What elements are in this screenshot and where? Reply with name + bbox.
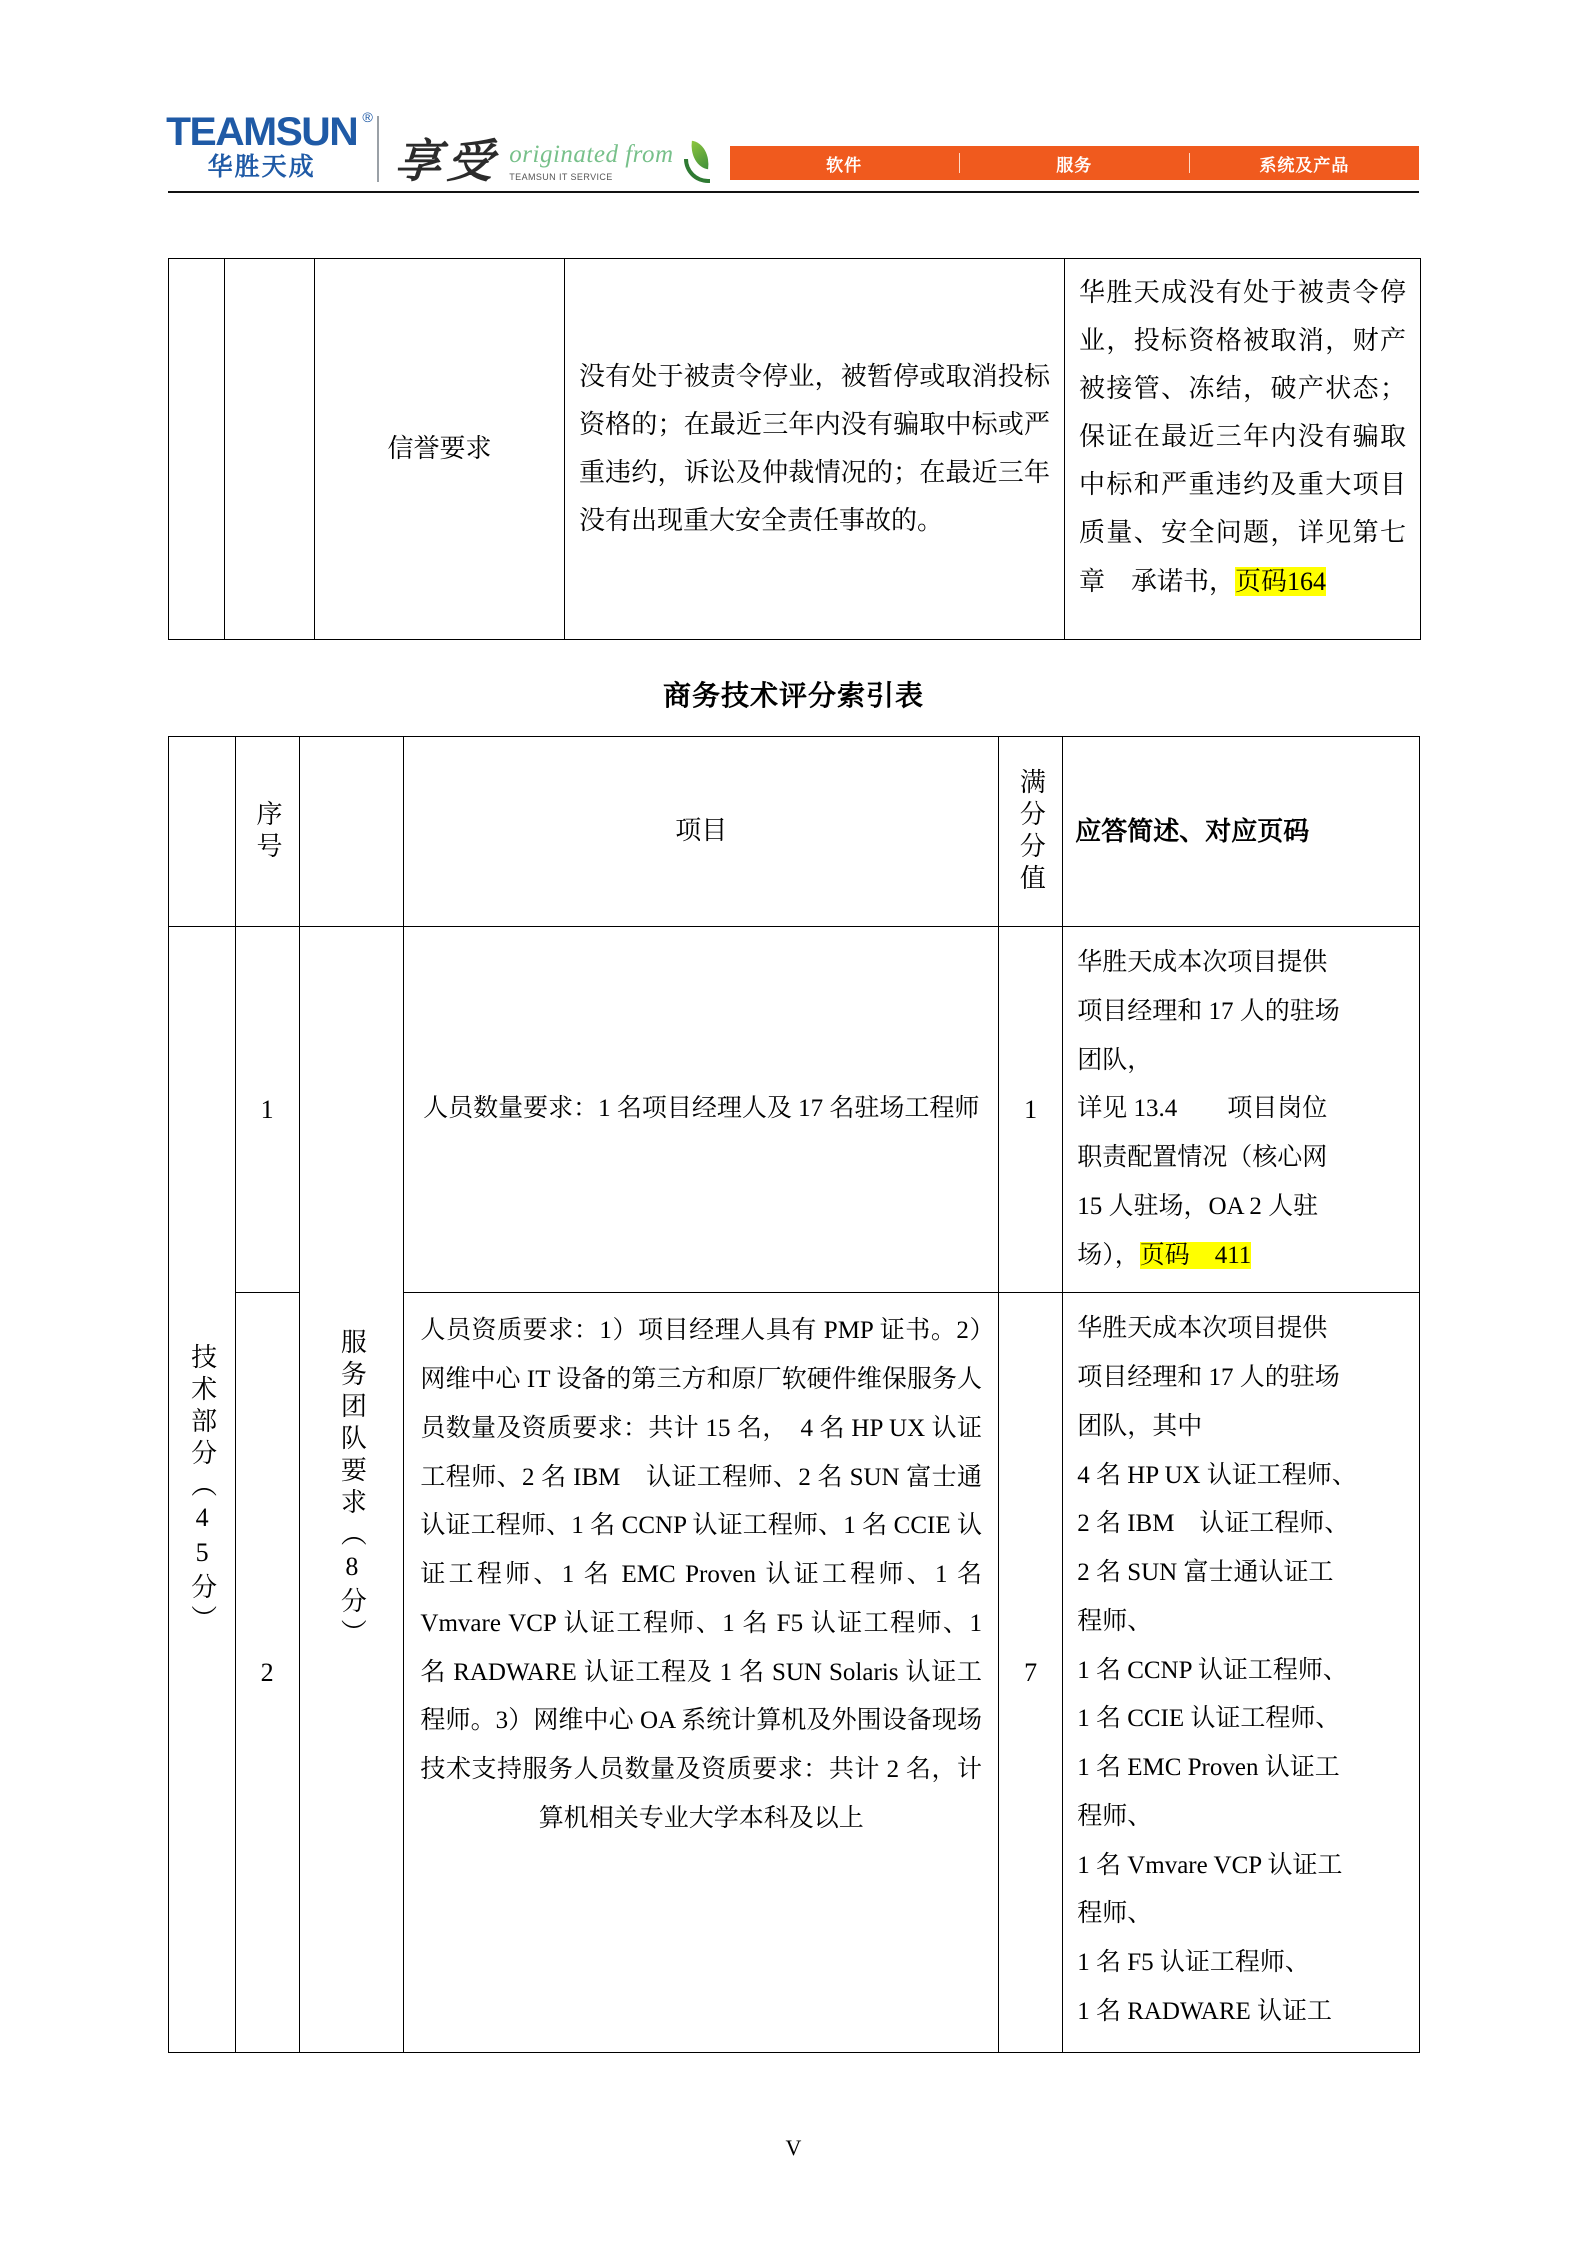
credit-answer-body: 华胜天成没有处于被责令停业，投标资格被取消，财产被接管、冻结，破产状态；保证在最近三年内没有骗取中标和严重违约及重大项目质量、安全问题， — [1079, 278, 1406, 548]
table-header-row — [169, 737, 1420, 927]
registered-trademark-icon: ® — [362, 109, 372, 126]
credit-col-category — [169, 259, 225, 640]
category-label-text: 技术部分（45分） — [187, 1342, 217, 1637]
row-answer-1-page-highlight: 页码 411 — [1139, 1241, 1252, 1269]
answer-line-tail: 场）， — [1077, 1241, 1140, 1269]
row-seq-2: 2 — [235, 1293, 299, 2053]
header-seq-text: 序号 — [252, 799, 282, 864]
answer-line: 团队， — [1077, 1046, 1153, 1074]
nav-item-software[interactable]: 软件 — [826, 155, 863, 175]
answer-line: 15 人驻场，OA 2 人驻 — [1077, 1192, 1319, 1220]
answer-line: 项目经理和 17 人的驻场 — [1077, 1364, 1340, 1391]
brush-calligraphy-text: 享受 — [393, 136, 502, 188]
answer-line: 华胜天成本次项目提供 — [1077, 1315, 1328, 1343]
header-answer — [1063, 737, 1420, 927]
header-answer-text: 应答简述、对应页码 — [1075, 816, 1310, 846]
letterhead-navbar — [730, 146, 1420, 180]
nav-item-service[interactable]: 服务 — [1056, 155, 1093, 175]
credit-col-seq — [225, 259, 315, 640]
answer-line: 1 名 EMC Proven 认证工 — [1077, 1754, 1340, 1781]
logo-chinese-name: 华胜天成 — [207, 153, 316, 182]
letterhead-rule — [168, 191, 1419, 193]
answer-line: 华胜天成本次项目提供 — [1077, 949, 1328, 976]
score-index-table — [168, 736, 1420, 2053]
answer-line: 团队，其中 — [1077, 1412, 1203, 1440]
header-item-text: 项目 — [675, 816, 728, 846]
brush-calligraphy — [393, 136, 502, 188]
credit-col-label — [315, 259, 565, 640]
tagline-english: originated from — [509, 141, 674, 168]
row-item-2-text: 人员资质要求：1）项目经理人具有 PMP 证书。2）网维中心 IT 设备的第三方和原厂软硬件维保服务人员数量及资质要求：共计 15 名， 4 名 HP UX 认证工程师、2 名 IBM 认证工程师、2 名 SUN 富士通认证工程师、1 名 CCNP 认证工程师、1 名 CCIE 认证工程师、1 名 EMC Proven 认证工程师、1 名 Vmvare VCP 认证工程师、1 名 F5 认证工程师、1 名 RADWARE 认证工程及 1 名 SUN Solaris 认证工程师。3）网维中心 OA 系统计算机及外围设备现场技术支持服务人员数量及资质要求：共计 2 名，计算机相关专业大学本科及以上 — [420, 1317, 982, 1832]
answer-line: 1 名 CCNP 认证工程师、 — [1077, 1656, 1348, 1684]
group-label-text: 服务团队要求（8分） — [337, 1328, 367, 1652]
credit-col-answer — [1065, 259, 1421, 640]
credit-answer-text — [1065, 259, 1420, 616]
credit-requirement-text: 没有处于被责令停业，被暂停或取消投标资格的；在最近三年内没有骗取中标或严重违约，诉讼及仲裁情况的；在最近三年没有出现重大安全责任事故的。 — [579, 361, 1050, 536]
answer-line: 1 名 Vmvare VCP 认证工 — [1077, 1851, 1343, 1879]
letterhead — [166, 109, 1419, 232]
row-item-1-text: 人员数量要求：1 名项目经理人及 17 名驻场工程师 — [423, 1095, 980, 1123]
row-score-1: 1 — [999, 927, 1063, 1293]
answer-line: 程师、 — [1077, 1607, 1153, 1635]
header-seq — [235, 737, 299, 927]
answer-line: 2 名 IBM 认证工程师、 — [1077, 1510, 1350, 1538]
answer-line: 1 名 CCIE 认证工程师、 — [1077, 1705, 1341, 1733]
answer-line: 2 名 SUN 富士通认证工 — [1077, 1559, 1334, 1586]
table-row — [169, 259, 1421, 640]
credit-label-text: 信誉要求 — [387, 433, 492, 463]
nav-item-systems-products[interactable]: 系统及产品 — [1259, 155, 1350, 175]
row-score-2: 7 — [999, 1293, 1063, 2053]
credit-col-requirement — [565, 259, 1065, 640]
teamsun-logo — [166, 109, 372, 184]
credit-answer-page-label: 页码 — [1235, 566, 1288, 596]
answer-line: 1 名 RADWARE 认证工 — [1077, 1997, 1333, 2025]
tagline-block — [509, 142, 673, 184]
row-answer-1 — [1063, 927, 1420, 1293]
header-max-score — [999, 737, 1063, 927]
header-category — [169, 737, 236, 927]
logo-wordmark-text: TEAMSUN — [166, 110, 358, 155]
leaf-icon — [682, 142, 712, 182]
score-table-title: 商务技术评分索引表 — [662, 681, 924, 712]
category-cell-technical — [169, 927, 236, 2053]
answer-line: 1 名 F5 认证工程师、 — [1077, 1949, 1310, 1976]
page-footer — [0, 2135, 1587, 2161]
table-row — [169, 927, 1420, 1293]
letterhead-divider — [377, 116, 379, 182]
header-max-score-text: 满分分值 — [1016, 767, 1046, 896]
tagline-subtext: TEAMSUN IT SERVICE — [509, 172, 613, 182]
row-answer-1-text — [1063, 927, 1419, 1292]
answer-line: 职责配置情况（核心网 — [1077, 1144, 1328, 1171]
credit-requirement-table — [168, 258, 1421, 640]
header-group — [299, 737, 404, 927]
credit-answer-reference: 详见第七章 承诺书， — [1079, 518, 1406, 596]
credit-answer-page-number: 164 — [1287, 566, 1327, 596]
row-answer-2-text — [1063, 1293, 1419, 2048]
row-answer-2 — [1063, 1293, 1420, 2053]
row-seq-1: 1 — [235, 927, 299, 1293]
answer-line: 4 名 HP UX 认证工程师、 — [1077, 1461, 1357, 1489]
row-item-2 — [404, 1293, 999, 2053]
group-cell-service-team — [299, 927, 404, 2053]
answer-line: 程师、 — [1077, 1802, 1153, 1830]
header-item — [404, 737, 999, 927]
footer-page-number: V — [785, 2135, 802, 2160]
answer-line: 程师、 — [1077, 1900, 1153, 1928]
answer-line: 详见 13.4 项目岗位 — [1077, 1095, 1328, 1123]
answer-line: 项目经理和 17 人的驻场 — [1077, 997, 1340, 1025]
row-item-1 — [404, 927, 999, 1293]
answer-line-last — [1077, 1232, 1405, 1281]
logo-wordmark — [166, 109, 372, 155]
